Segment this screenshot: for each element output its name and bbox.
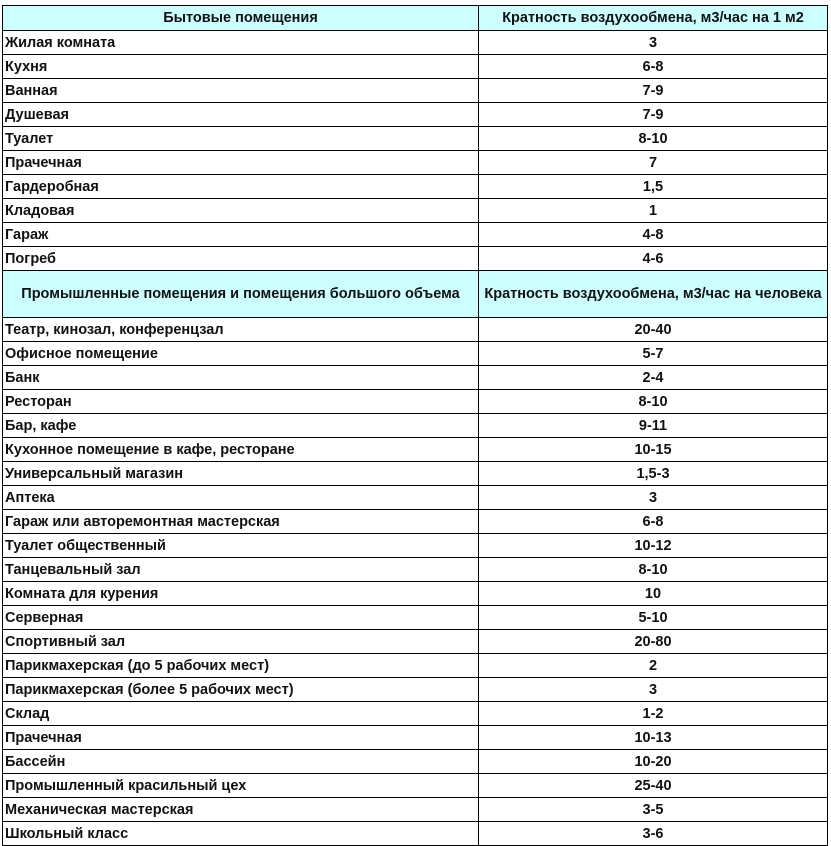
air-exchange-rate-cell: 3-6 xyxy=(479,822,828,846)
table-row xyxy=(3,342,828,366)
air-exchange-rate-cell: 10 xyxy=(479,582,828,606)
room-name-cell: Ванная xyxy=(3,79,479,103)
column-header-room-type: Бытовые помещения xyxy=(3,6,479,31)
table-row xyxy=(3,750,828,774)
table-row xyxy=(3,366,828,390)
room-name-cell: Гардеробная xyxy=(3,175,479,199)
air-exchange-rate-cell: 4-6 xyxy=(479,247,828,271)
table-row xyxy=(3,31,828,55)
room-name-cell: Промышленный красильный цех xyxy=(3,774,479,798)
table-row xyxy=(3,55,828,79)
air-exchange-rate-cell: 25-40 xyxy=(479,774,828,798)
column-header-air-exchange-rate: Кратность воздухообмена, м3/час на 1 м2 xyxy=(479,6,828,31)
table-row xyxy=(3,534,828,558)
table-row xyxy=(3,582,828,606)
table-row xyxy=(3,318,828,342)
table-row xyxy=(3,79,828,103)
air-exchange-rate-cell: 8-10 xyxy=(479,127,828,151)
air-exchange-rate-cell: 3 xyxy=(479,486,828,510)
room-name-cell: Туалет общественный xyxy=(3,534,479,558)
air-exchange-table xyxy=(2,5,828,846)
air-exchange-rate-cell: 6-8 xyxy=(479,55,828,79)
air-exchange-rate-cell: 7-9 xyxy=(479,103,828,127)
room-name-cell: Кладовая xyxy=(3,199,479,223)
table-row xyxy=(3,127,828,151)
air-exchange-rate-cell: 10-20 xyxy=(479,750,828,774)
table-row xyxy=(3,462,828,486)
table-row xyxy=(3,702,828,726)
table-row xyxy=(3,510,828,534)
room-name-cell: Банк xyxy=(3,366,479,390)
table-row xyxy=(3,726,828,750)
table-row xyxy=(3,678,828,702)
room-name-cell: Бар, кафе xyxy=(3,414,479,438)
air-exchange-rate-cell: 9-11 xyxy=(479,414,828,438)
room-name-cell: Комната для курения xyxy=(3,582,479,606)
table-row xyxy=(3,151,828,175)
air-exchange-rate-cell: 7-9 xyxy=(479,79,828,103)
air-exchange-rate-cell: 3-5 xyxy=(479,798,828,822)
room-name-cell: Жилая комната xyxy=(3,31,479,55)
section-header-row xyxy=(3,271,828,318)
table-row xyxy=(3,630,828,654)
table-row xyxy=(3,654,828,678)
table-row xyxy=(3,558,828,582)
room-name-cell: Парикмахерская (до 5 рабочих мест) xyxy=(3,654,479,678)
air-exchange-rate-cell: 4-8 xyxy=(479,223,828,247)
room-name-cell: Кухонное помещение в кафе, ресторане xyxy=(3,438,479,462)
room-name-cell: Офисное помещение xyxy=(3,342,479,366)
air-exchange-rate-cell: 2-4 xyxy=(479,366,828,390)
air-exchange-rate-cell: 1,5 xyxy=(479,175,828,199)
air-exchange-rate-cell: 10-12 xyxy=(479,534,828,558)
air-exchange-rate-cell: 3 xyxy=(479,678,828,702)
table-row xyxy=(3,223,828,247)
room-name-cell: Школьный класс xyxy=(3,822,479,846)
air-exchange-rate-cell: 1-2 xyxy=(479,702,828,726)
table-row xyxy=(3,414,828,438)
room-name-cell: Универсальный магазин xyxy=(3,462,479,486)
air-exchange-rate-cell: 6-8 xyxy=(479,510,828,534)
room-name-cell: Парикмахерская (более 5 рабочих мест) xyxy=(3,678,479,702)
table-row xyxy=(3,822,828,846)
air-exchange-rate-cell: 1 xyxy=(479,199,828,223)
room-name-cell: Прачечная xyxy=(3,151,479,175)
table-row xyxy=(3,103,828,127)
room-name-cell: Серверная xyxy=(3,606,479,630)
room-name-cell: Погреб xyxy=(3,247,479,271)
table-row xyxy=(3,798,828,822)
table-body xyxy=(3,6,828,846)
room-name-cell: Театр, кинозал, конференцзал xyxy=(3,318,479,342)
room-name-cell: Прачечная xyxy=(3,726,479,750)
room-name-cell: Туалет xyxy=(3,127,479,151)
room-name-cell: Склад xyxy=(3,702,479,726)
air-exchange-rate-cell: 20-40 xyxy=(479,318,828,342)
room-name-cell: Спортивный зал xyxy=(3,630,479,654)
table-row xyxy=(3,199,828,223)
table-row xyxy=(3,606,828,630)
air-exchange-rate-cell: 10-13 xyxy=(479,726,828,750)
air-exchange-rate-cell: 3 xyxy=(479,31,828,55)
air-exchange-rate-cell: 5-7 xyxy=(479,342,828,366)
room-name-cell: Гараж или авторемонтная мастерская xyxy=(3,510,479,534)
air-exchange-rate-cell: 8-10 xyxy=(479,558,828,582)
room-name-cell: Бассейн xyxy=(3,750,479,774)
table-row xyxy=(3,175,828,199)
table-row xyxy=(3,486,828,510)
table-row xyxy=(3,247,828,271)
column-header-air-exchange-rate: Кратность воздухообмена, м3/час на человека xyxy=(479,271,828,318)
room-name-cell: Ресторан xyxy=(3,390,479,414)
air-exchange-rate-cell: 7 xyxy=(479,151,828,175)
air-exchange-rate-cell: 1,5-3 xyxy=(479,462,828,486)
room-name-cell: Гараж xyxy=(3,223,479,247)
column-header-room-type: Промышленные помещения и помещения большого объема xyxy=(3,271,479,318)
table-row xyxy=(3,438,828,462)
table-row xyxy=(3,390,828,414)
room-name-cell: Кухня xyxy=(3,55,479,79)
room-name-cell: Механическая мастерская xyxy=(3,798,479,822)
table-row xyxy=(3,774,828,798)
air-exchange-rate-cell: 20-80 xyxy=(479,630,828,654)
room-name-cell: Танцевальный зал xyxy=(3,558,479,582)
air-exchange-rate-cell: 8-10 xyxy=(479,390,828,414)
air-exchange-rate-cell: 5-10 xyxy=(479,606,828,630)
room-name-cell: Душевая xyxy=(3,103,479,127)
air-exchange-rate-cell: 2 xyxy=(479,654,828,678)
section-header-row xyxy=(3,6,828,31)
room-name-cell: Аптека xyxy=(3,486,479,510)
air-exchange-rate-cell: 10-15 xyxy=(479,438,828,462)
